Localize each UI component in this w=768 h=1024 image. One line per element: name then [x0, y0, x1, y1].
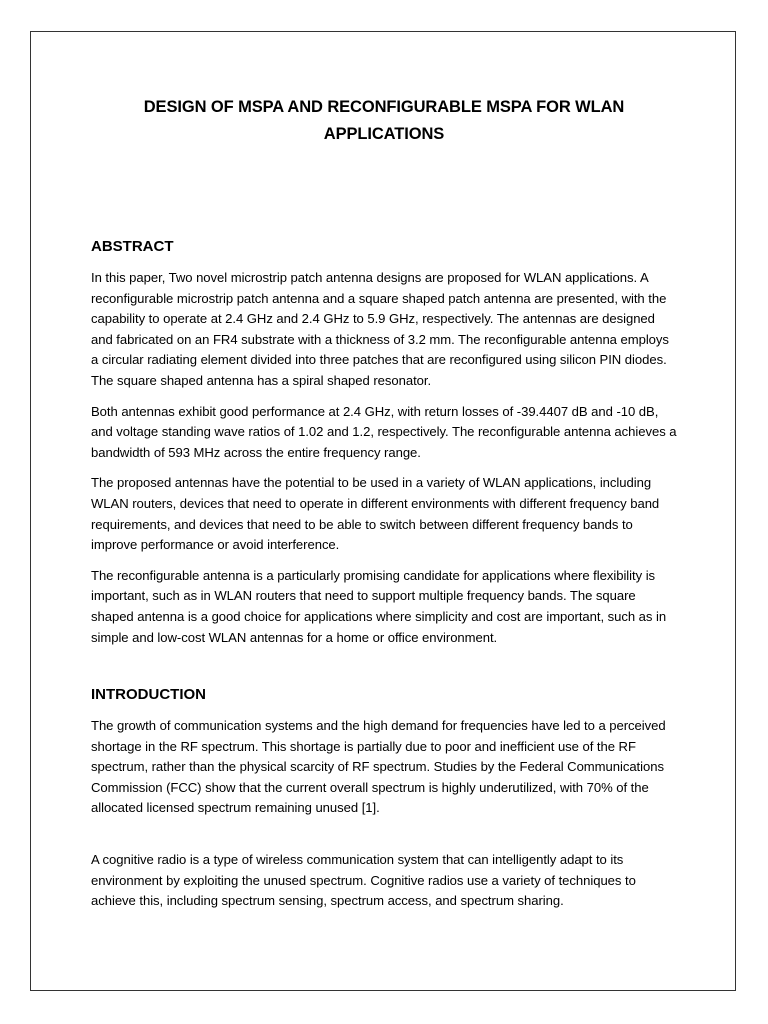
abstract-paragraph-4: The reconfigurable antenna is a particularly promising candidate for applications where flexibility is important, such as in WLAN routers that need to support multiple frequency bands. The square shaped antenna is a good choice for applications where simplicity and cost are important, such as in simple and low-cost WLAN antennas for a home or office environment.: [91, 567, 667, 645]
document-page: [30, 31, 736, 991]
section-heading-abstract: ABSTRACT: [91, 238, 174, 255]
abstract-paragraph-2: Both antennas exhibit good performance at 2.4 GHz, with return losses of -39.4407 dB and -10 dB, and voltage standing wave ratios of 1.02 and 1.2, respectively. The reconfigurable antenna achieves a bandwidth of 593 MHz across the entire frequency range.: [91, 403, 677, 460]
document-title: DESIGN OF MSPA AND RECONFIGURABLE MSPA FOR WLAN APPLICATIONS: [143, 98, 625, 143]
document-content: [91, 94, 677, 912]
section-heading-introduction: INTRODUCTION: [91, 686, 206, 704]
abstract-paragraph-1: In this paper, Two novel microstrip patch antenna designs are proposed for WLAN applications. A reconfigurable microstrip patch antenna and a square shaped patch antenna are presented, with the capability to operate at 2.4 GHz and 2.4 GHz to 5.9 GHz, respectively. The antennas are designed and fabricated on an FR4 substrate with a thickness of 3.2 mm. The reconfigurable antenna employs a circular radiating element divided into three patches that are reconfigured using silicon PIN diodes. The square shaped antenna has a spiral shaped resonator.: [91, 270, 669, 388]
introduction-paragraph-1: The growth of communication systems and the high demand for frequencies have led to a perceived shortage in the RF spectrum. This shortage is partially due to poor and inefficient use of the RF spectrum, rather than the physical scarcity of RF spectrum. Studies by the Federal Communications Commission (FCC) show that the current overall spectrum is highly underutilized, with 70% of the allocated licensed spectrum remaining unused [1].: [91, 718, 666, 816]
introduction-paragraph-2: A cognitive radio is a type of wireless communication system that can intelligently adapt to its environment by exploiting the unused spectrum. Cognitive radios use a variety of techniques to achieve this, including spectrum sensing, spectrum access, and spectrum sharing.: [91, 852, 636, 909]
abstract-paragraph-3: The proposed antennas have the potential to be used in a variety of WLAN applications, including WLAN routers, devices that need to operate in different environments with different frequency band requirements, and devices that need to be able to switch between different frequency bands to improve performance or avoid interference.: [91, 475, 660, 553]
